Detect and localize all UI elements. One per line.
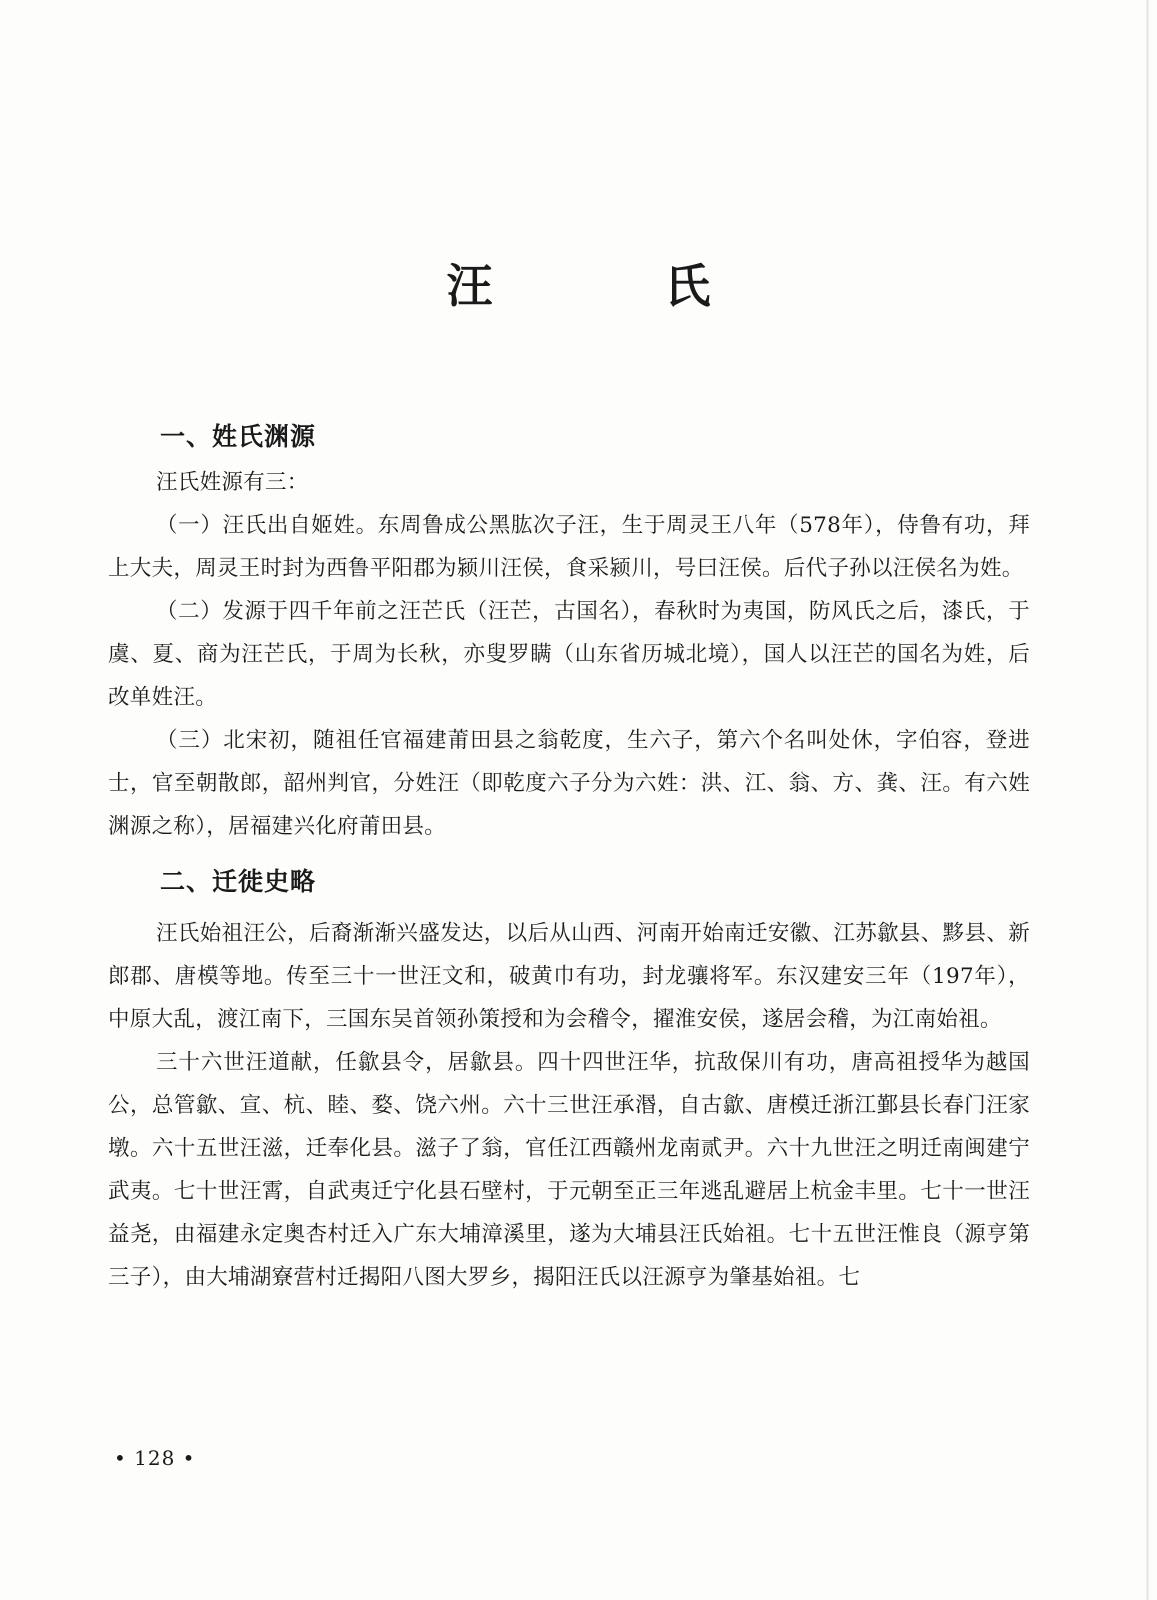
paragraph: （三）北宋初，随祖任官福建莆田县之翁乾度，生六子，第六个名叫处休，字伯容，登进士，官至朝散郎，韶州判官，分姓汪（即乾度六子分为六姓：洪、江、翁、方、龚、汪。有六姓渊源之称），居福建兴化府莆田县。 xyxy=(108,728,1030,839)
paragraph: （一）汪氏出自姬姓。东周鲁成公黑肱次子汪，生于周灵王八年（578年），侍鲁有功，拜上大夫，周灵王时封为西鲁平阳郡为颍川汪侯，食采颍川，号曰汪侯。后代子孙以汪侯名为姓。 xyxy=(108,513,1030,581)
paragraph: （二）发源于四千年前之汪芒氏（汪芒，古国名），春秋时为夷国，防风氏之后，漆氏，于虞、夏、商为汪芒氏，于周为长秋，亦叟罗瞒（山东省历城北境），国人以汪芒的国名为姓，后改单姓汪。 xyxy=(108,599,1030,710)
page-number: • 128 • xyxy=(114,1446,196,1470)
scan-edge xyxy=(1146,0,1149,1600)
page-title: 汪 氏 xyxy=(446,259,789,313)
section-heading-origins: 一、姓氏渊源 xyxy=(160,422,317,451)
main-content xyxy=(108,415,1030,1299)
section-heading-migration: 二、迁徙史略 xyxy=(160,867,317,896)
paragraph: 三十六世汪道献，任歙县令，居歙县。四十四世汪华，抗敌保川有功，唐高祖授华为越国公，总管歙、宣、杭、睦、婺、饶六州。六十三世汪承湣，自古歙、唐模迁浙江鄞县长春门汪家墩。六十五世汪滋，迁奉化县。滋子了翁，官任江西赣州龙南贰尹。六十九世汪之明迁南闽建宁武夷。七十世汪霄，自武夷迁宁化县石壁村，于元朝至正三年逃乱避居上杭金丰里。七十一世汪益尧，由福建永定奥杏村迁入广东大埔漳溪里，遂为大埔县汪氏始祖。七十五世汪惟良（源亨第三子），由大埔湖寮营村迁揭阳八图大罗乡，揭阳汪氏以汪源亨为肇基始祖。七 xyxy=(108,1050,1030,1290)
paragraph: 汪氏姓源有三： xyxy=(156,470,309,495)
paragraph: 汪氏始祖汪公，后裔渐渐兴盛发达，以后从山西、河南开始南迁安徽、江苏歙县、黟县、新郎郡、唐模等地。传至三十一世汪文和，破黄巾有功，封龙骧将军。东汉建安三年（197年），中原大乱，渡江南下，三国东吴首领孙策授和为会稽令，擢淮安侯，遂居会稽，为江南始祖。 xyxy=(108,921,1030,1032)
